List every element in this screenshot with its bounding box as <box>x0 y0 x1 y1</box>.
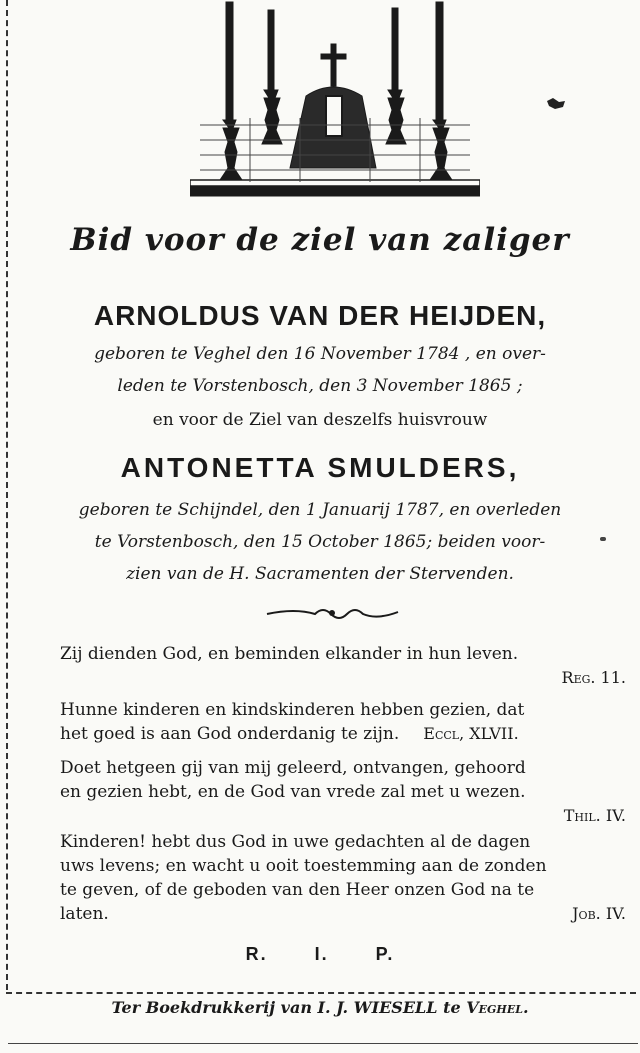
candle-icon <box>268 10 274 90</box>
ink-speck-icon <box>545 97 567 111</box>
altar-illustration <box>190 0 480 200</box>
printer-credit-text: Ter Boekdrukkerij van I. J. WIESELL te <box>111 998 461 1017</box>
verse-reference: Eccl, XLVII. <box>423 724 519 743</box>
verse-reference: Reg. 11. <box>561 668 626 687</box>
verse-reference: Job. IV. <box>572 904 626 923</box>
verse-line: te geven, of de geboden van den Heer onzen God na te <box>60 880 535 900</box>
flourish-divider-icon <box>265 602 400 624</box>
verse-4 <box>60 830 634 926</box>
rip-inscription <box>20 944 620 965</box>
rip-letter: I. <box>314 944 329 964</box>
dashed-border-bottom <box>6 992 636 994</box>
verse-line: Doet hetgeen gij van mij geleerd, ontvangen, gehoord <box>60 758 526 778</box>
cross-icon <box>331 44 336 86</box>
verse-line <box>60 902 634 926</box>
person1-line-1: geboren te Veghel den 16 November 1784 , en over- <box>94 344 546 364</box>
person2-line-2: te Vorstenbosch, den 15 October 1865; beiden voor- <box>94 532 546 552</box>
altar-table-icon <box>190 186 480 196</box>
verse-line: uws levens; en wacht u ooit toestemming aan de zonden <box>60 856 547 876</box>
printer-credit <box>20 998 620 1017</box>
verse-line-text: laten. <box>60 904 109 924</box>
candlestick-icon <box>386 90 406 144</box>
dashed-border-left <box>6 0 8 990</box>
person2-line-1: geboren te Schijndel, den 1 Januarij 1787, en overleden <box>78 500 562 520</box>
verse-line: Kinderen! hebt dus God in uwe gedachten al de dagen <box>60 832 531 852</box>
rip-letter: R. <box>245 944 268 964</box>
person1-line-3: en voor de Ziel van deszelfs huisvrouw <box>152 410 488 430</box>
person1-line-2: leden te Vorstenbosch, den 3 November 1865 ; <box>117 376 523 396</box>
candlestick-icon <box>220 120 242 180</box>
candlestick-icon <box>430 120 452 180</box>
candlestick-icon <box>262 90 282 144</box>
verse-1 <box>60 642 634 690</box>
person2-line-3: zien van de H. Sacramenten der Stervenden. <box>126 564 514 584</box>
rip-letter: P. <box>375 944 395 964</box>
printer-town: Veghel. <box>466 998 529 1017</box>
verse-line-text: het goed is aan God onderdanig te zijn. <box>60 724 400 744</box>
verse-line: Zij dienden God, en beminden elkander in hun leven. <box>60 644 519 664</box>
deceased-name-2: ANTONETTA SMULDERS, <box>120 452 520 483</box>
candle-icon <box>436 2 443 120</box>
verse-3 <box>60 756 634 828</box>
prayer-heading: Bid voor de ziel van zaliger <box>70 222 570 258</box>
verse-2 <box>60 698 634 746</box>
deceased-name-1: ARNOLDUS VAN DER HEIJDEN, <box>93 300 547 331</box>
candle-icon <box>226 2 233 120</box>
bottom-rule <box>8 1043 638 1044</box>
candle-icon <box>392 8 398 90</box>
verse-line: Hunne kinderen en kindskinderen hebben gezien, dat <box>60 700 525 720</box>
verse-reference: Thil. IV. <box>563 806 626 825</box>
verse-line <box>60 722 634 746</box>
verse-line: en gezien hebt, en de God van vrede zal met u wezen. <box>60 782 526 802</box>
